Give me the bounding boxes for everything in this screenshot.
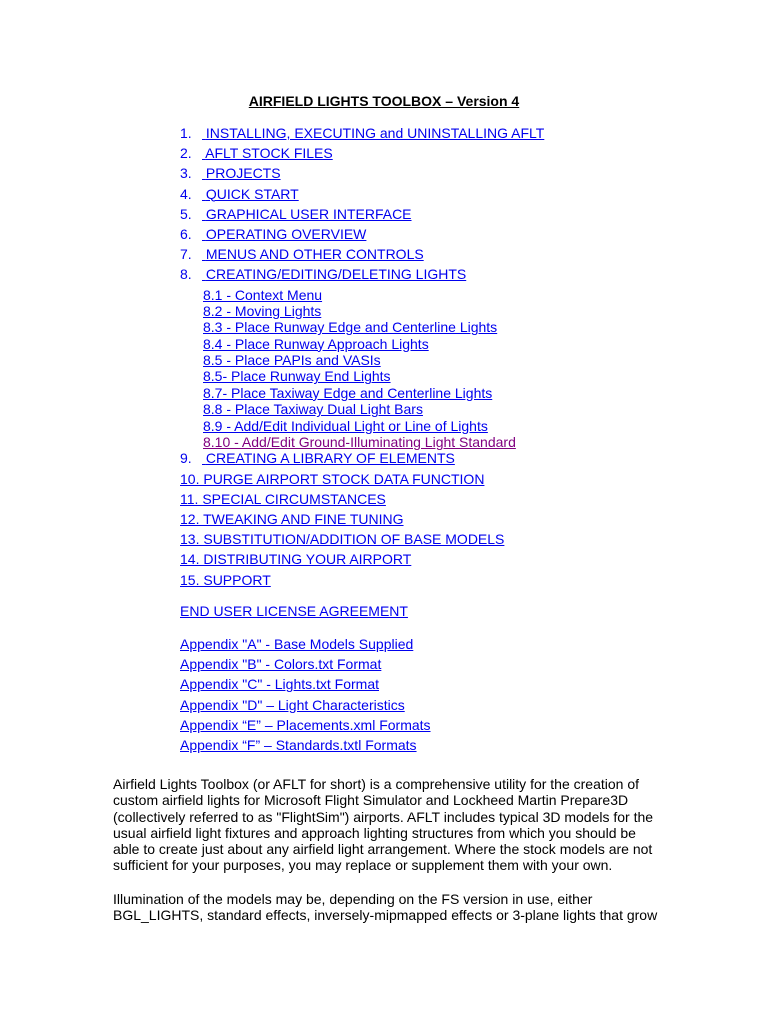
document-title: AIRFIELD LIGHTS TOOLBOX – Version 4 [248,93,520,109]
toc-link-12[interactable]: 12. TWEAKING AND FINE TUNING [180,510,404,527]
toc-link-5[interactable]: 5. GRAPHICAL USER INTERFACE [180,205,412,222]
toc-sublink-8-4[interactable]: 8.4 - Place Runway Approach Lights [203,335,429,352]
illumination-paragraph [113,891,673,924]
appendix-f-link[interactable]: Appendix “F” – Standards.txtl Formats [180,737,417,754]
paragraph-line: sufficient for your purposes, you may replace or supplement them with your own. [113,857,613,874]
appendix-e-link[interactable]: Appendix “E” – Placements.xml Formats [180,716,431,733]
toc-sublink-8-10[interactable]: 8.10 - Add/Edit Ground-Illuminating Light Standard [203,434,516,451]
paragraph-line: usual airfield light fixtures and approach lighting structures from which you should be [113,824,636,841]
paragraph-line: BGL_LIGHTS, standard effects, inversely-mipmapped effects or 3-plane lights that grow [113,907,658,924]
toc-link-7[interactable]: 7. MENUS AND OTHER CONTROLS [180,246,424,263]
toc-sublink-8-3[interactable]: 8.3 - Place Runway Edge and Centerline Lights [203,319,498,336]
toc-link-3[interactable]: 3. PROJECTS [180,165,281,182]
toc-link-15[interactable]: 15. SUPPORT [180,571,271,588]
toc-link-8[interactable]: 8. CREATING/EDITING/DELETING LIGHTS [180,266,467,283]
toc-sublink-8-7[interactable]: 8.7- Place Taxiway Edge and Centerline Lights [203,384,493,401]
toc-link-9[interactable]: 9. CREATING A LIBRARY OF ELEMENTS [180,450,455,467]
toc-link-13[interactable]: 13. SUBSTITUTION/ADDITION OF BASE MODELS [180,531,505,548]
paragraph-line: Airfield Lights Toolbox (or AFLT for short) is a comprehensive utility for the creation of [113,776,640,792]
appendix-c-link[interactable]: Appendix "C" - Lights.txt Format [180,676,380,693]
toc-sublink-8-1[interactable]: 8.1 - Context Menu [203,286,323,303]
toc-link-11[interactable]: 11. SPECIAL CIRCUMSTANCES [180,490,386,507]
eula-link[interactable]: END USER LICENSE AGREEMENT [180,602,408,619]
toc-sublink-8-5[interactable]: 8.5 - Place PAPIs and VASIs [203,352,381,369]
spacer [180,625,740,636]
appendix-d-link[interactable]: Appendix "D" – Light Characteristics [180,696,405,713]
toc-link-10[interactable]: 10. PURGE AIRPORT STOCK DATA FUNCTION [180,470,485,487]
toc-link-14[interactable]: 14. DISTRIBUTING YOUR AIRPORT [180,551,412,568]
toc-sublink-8-9[interactable]: 8.9 - Add/Edit Individual Light or Line of Lights [203,417,488,434]
toc-link-1[interactable]: 1. INSTALLING, EXECUTING and UNINSTALLING AFLT [180,125,545,141]
toc-link-4[interactable]: 4. QUICK START [180,185,299,202]
toc-link-6[interactable]: 6. OPERATING OVERVIEW [180,225,367,242]
toc-sublink-8-6[interactable]: 8.5- Place Runway End Lights [203,368,391,385]
intro-paragraph [113,776,673,874]
toc-sublink-8-2[interactable]: 8.2 - Moving Lights [203,302,322,319]
appendix-b-link[interactable]: Appendix "B" - Colors.txt Format [180,656,382,673]
toc-sublink-8-8[interactable]: 8.8 - Place Taxiway Dual Light Bars [203,401,423,418]
paragraph-line: custom airfield lights for Microsoft Flight Simulator and Lockheed Martin Prepare3D [113,792,629,809]
paragraph-line: Illumination of the models may be, depending on the FS version in use, either [113,891,593,907]
appendix-a-link[interactable]: Appendix "A" - Base Models Supplied [180,635,414,652]
paragraph-line: able to create just about any airfield light arrangement. Where the stock models are not [113,841,653,858]
table-of-contents [180,125,740,758]
paragraph-line: (collectively referred to as "FlightSim") airports. AFLT includes typical 3D models for the [113,808,654,825]
toc-link-2[interactable]: 2. AFLT STOCK FILES [180,145,333,162]
